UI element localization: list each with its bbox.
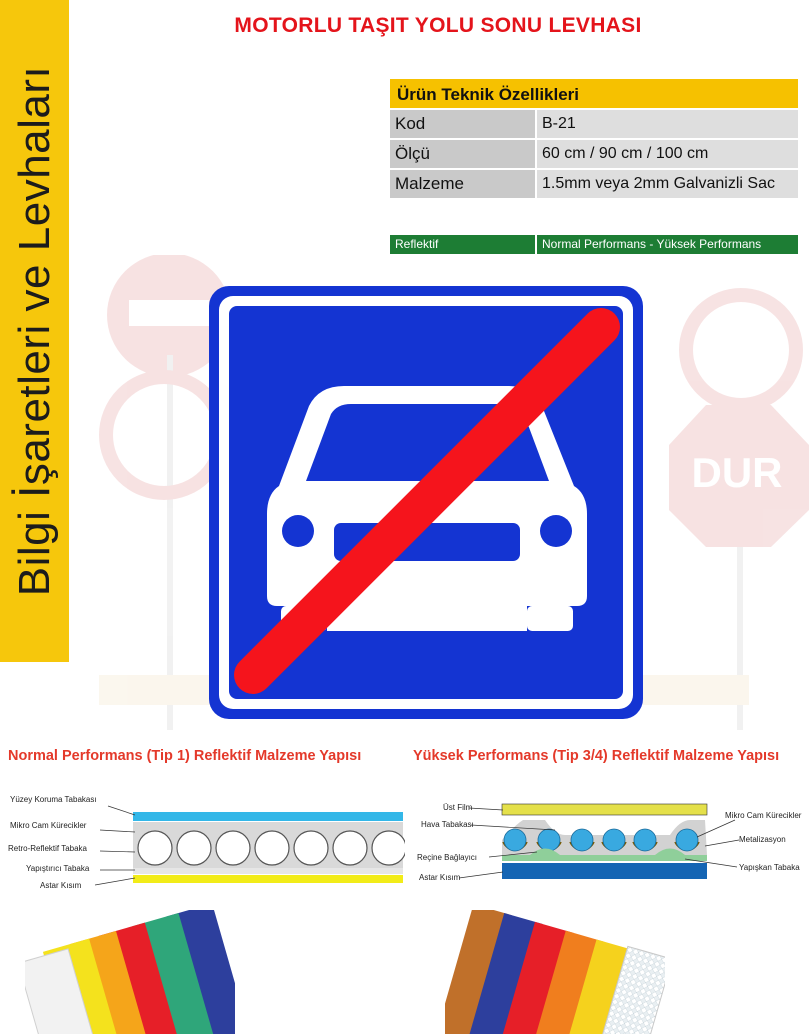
reflective-row (390, 235, 798, 254)
spec-row-code (390, 110, 798, 138)
normal-label: Retro-Reflektif Tabaka (8, 844, 87, 853)
page-title: MOTORLU TAŞIT YOLU SONU LEVHASI (234, 14, 642, 37)
reflective-value: Normal Performans - Yüksek Performans (537, 235, 798, 254)
spec-key: Kod (390, 110, 535, 138)
spec-value: 60 cm / 90 cm / 100 cm (537, 140, 798, 168)
spec-table (390, 79, 798, 198)
high-performance-title: Yüksek Performans (Tip 3/4) Reflektif Malzeme Yapısı (413, 748, 780, 764)
reflective-key: Reflektif (390, 235, 535, 254)
spec-row-material (390, 170, 798, 198)
normal-label: Mikro Cam Kürecikler (10, 821, 87, 830)
spec-key: Malzeme (390, 170, 535, 198)
normal-label: Yapıştırıcı Tabaka (26, 864, 90, 873)
road-sign-b21 (209, 286, 643, 719)
normal-reflective-swatches (25, 910, 235, 1034)
high-label: Hava Tabakası (421, 820, 474, 829)
normal-performance-title: Normal Performans (Tip 1) Reflektif Malzeme Yapısı (8, 748, 362, 764)
spec-value: B-21 (537, 110, 798, 138)
high-label: Mikro Cam Kürecikler (725, 811, 802, 820)
high-label: Metalizasyon (739, 835, 786, 844)
background-dur-text: DUR (691, 449, 783, 496)
high-label: Üst Film (443, 803, 473, 812)
high-label: Yapışkan Tabaka (739, 863, 800, 872)
spec-key: Ölçü (390, 140, 535, 168)
spec-row-size (390, 140, 798, 168)
normal-label: Astar Kısım (40, 881, 82, 890)
high-performance-diagram (405, 780, 810, 895)
sidebar-banner (0, 0, 69, 662)
spec-table-header: Ürün Teknik Özellikleri (390, 79, 798, 108)
high-label: Astar Kısım (419, 873, 461, 882)
sidebar-title: Bilgi İşaretleri ve Levhaları (10, 65, 59, 597)
high-reflective-swatches (445, 910, 665, 1034)
normal-label: Yüzey Koruma Tabakası (10, 795, 97, 804)
normal-performance-diagram (0, 780, 405, 895)
spec-value: 1.5mm veya 2mm Galvanizli Sac (537, 170, 798, 198)
high-label: Reçine Bağlayıcı (417, 853, 478, 862)
